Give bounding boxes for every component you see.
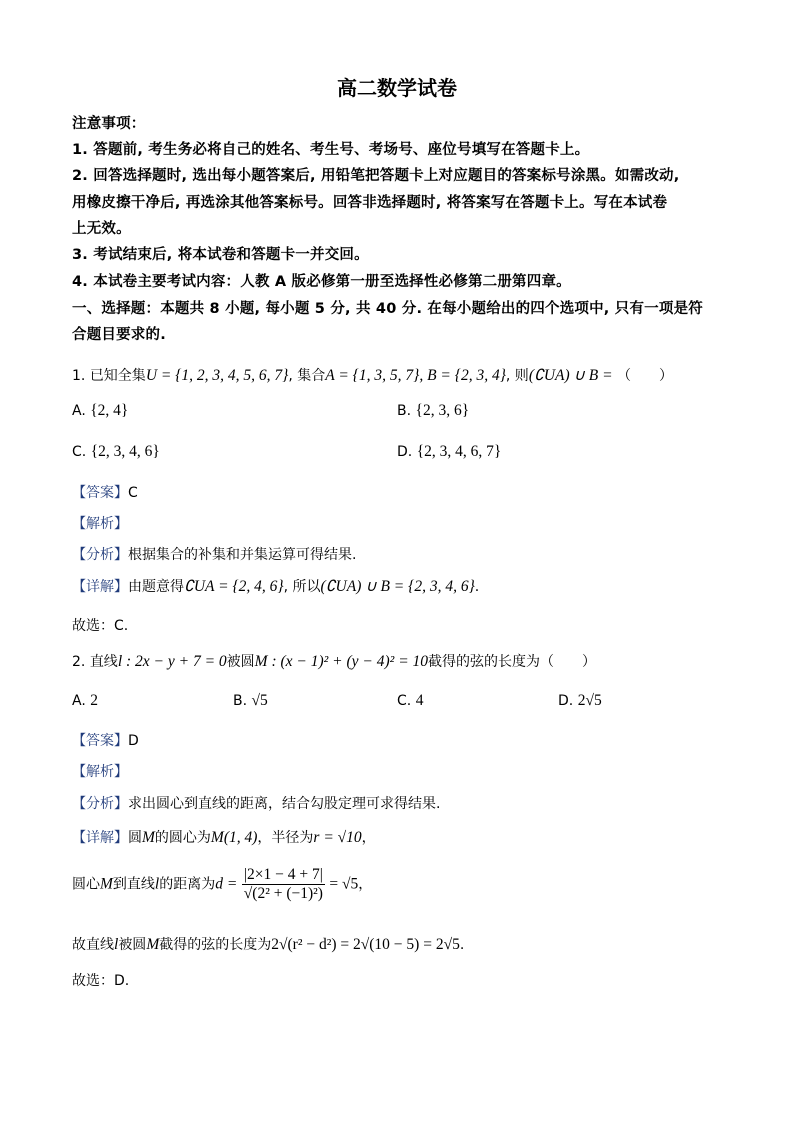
q1-option-d — [397, 443, 501, 461]
option-value: {2, 4} — [90, 402, 129, 419]
option-label: D. — [397, 444, 413, 460]
stem-text: , 集合 — [288, 368, 326, 384]
section-heading-b: 合题目要求的. — [72, 327, 166, 343]
set-b: , B = {2, 3, 4} — [419, 367, 506, 384]
q1-detail: 【详解】由题意得∁UA = {2, 4, 6}, 所以(∁UA) ∪ B = {2, 3, 4, 6}. — [72, 578, 480, 595]
distance-fraction — [242, 866, 325, 903]
option-value: 4 — [415, 692, 424, 709]
union-expr: (∁UA) ∪ B = {2, 3, 4, 6} — [320, 578, 475, 595]
option-value: 2 — [90, 692, 98, 709]
fraction-numerator: |2×1 − 4 + 7| — [242, 866, 325, 885]
chord-expression: 2√(r² − d²) = 2√(10 − 5) = 2√5 — [271, 936, 460, 953]
option-label: B. — [397, 403, 412, 419]
answer-parens: （ ） — [617, 368, 674, 384]
q2-distance: 圆心M到直线l的距离为d = $\frac{|2\times 1 - 4 + 7|}{\text{√(2² + (−1)²)}}$ = √5， — [72, 866, 373, 902]
q2-answer — [72, 730, 139, 750]
option-label: C. — [72, 444, 87, 460]
q1-analysis-label: 【解析】 — [72, 516, 128, 532]
answer-label: 【答案】 — [72, 485, 128, 501]
option-label: A. — [72, 693, 86, 709]
q1-choose: 故选：C. — [72, 618, 129, 634]
q2-option-c — [397, 692, 423, 710]
q2-fenxi — [72, 793, 440, 813]
fenxi-label: 【分析】 — [72, 547, 128, 563]
option-value: √5 — [251, 692, 268, 709]
option-label: B. — [233, 693, 248, 709]
notice-line-3: 3. 考试结束后, 将本试卷和答题卡一并交回。 — [72, 247, 369, 263]
notice-line-1: 1. 答题前, 考生务必将自己的姓名、考生号、考场号、座位号填写在答题卡上。 — [72, 142, 590, 158]
q2-option-a — [72, 692, 98, 710]
expression: (∁UA) ∪ B = — [528, 367, 613, 384]
fraction-denominator: √(2² + (−1)²) — [243, 885, 323, 902]
circle-center: M(1, 4) — [210, 829, 258, 846]
page-title: 高二数学试卷 — [337, 76, 457, 100]
q2-option-d — [558, 692, 602, 710]
q1-option-c — [72, 443, 160, 461]
line-equation: l : 2x − y + 7 = 0 — [117, 653, 227, 670]
q1-option-b — [397, 402, 469, 420]
q2-chord: 故直线l被圆M截得的弦的长度为2√(r² − d²) = 2√(10 − 5) = 2√5. — [72, 936, 465, 953]
question-number: 2. — [72, 654, 86, 670]
option-label: A. — [72, 403, 86, 419]
q2-option-b — [233, 692, 268, 710]
question-2-stem: 2. 直线l : 2x − y + 7 = 0被圆M : (x − 1)² + (y − 4)² = 10截得的弦的长度为（ ） — [72, 653, 597, 670]
radius: r = √10 — [313, 829, 362, 846]
section-heading-a: 一、选择题：本题共 8 小题, 每小题 5 分, 共 40 分. 在每小题给出的四个选项中, 只有一项是符 — [72, 301, 703, 317]
q1-answer — [72, 482, 138, 502]
fenxi-text: 求出圆心到直线的距离，结合勾股定理可求得结果. — [128, 796, 441, 812]
stem-text: 已知全集 — [89, 368, 146, 384]
question-number: 1. — [72, 368, 86, 384]
detail-label: 【详解】 — [72, 830, 128, 846]
universal-set: U = {1, 2, 3, 4, 5, 6, 7} — [145, 367, 289, 384]
option-value: {2, 3, 4, 6} — [90, 443, 160, 460]
q1-fenxi — [72, 544, 356, 564]
notice-heading: 注意事项： — [72, 116, 146, 132]
circle-equation: M : (x − 1)² + (y − 4)² = 10 — [254, 653, 429, 670]
stem-text: , 则 — [505, 368, 529, 384]
q2-choose: 故选：D. — [72, 973, 130, 989]
q2-analysis-label: 【解析】 — [72, 764, 128, 780]
notice-line-2a: 2. 回答选择题时, 选出每小题答案后, 用铅笔把答题卡上对应题目的答案标号涂黑。如需改动, — [72, 168, 680, 184]
option-value: {2, 3, 6} — [415, 402, 470, 419]
notice-line-2c: 上无效。 — [72, 221, 131, 237]
answer-value: C — [128, 485, 138, 501]
detail-label: 【详解】 — [72, 579, 128, 595]
complement-expr: ∁UA = {2, 4, 6} — [184, 578, 284, 595]
notice-line-4: 4. 本试卷主要考试内容：人教 A 版必修第一册至选择性必修第二册第四章。 — [72, 274, 571, 290]
fenxi-label: 【分析】 — [72, 796, 128, 812]
q1-option-a — [72, 402, 128, 420]
q2-detail: 【详解】圆M的圆心为M(1, 4)，半径为r = √10， — [72, 829, 376, 846]
option-label: D. — [558, 693, 574, 709]
notice-line-2b: 用橡皮擦干净后, 再选涂其他答案标号。回答非选择题时, 将答案写在答题卡上。写在本试卷 — [72, 195, 668, 211]
option-label: C. — [397, 693, 412, 709]
set-a: A = {1, 3, 5, 7} — [325, 367, 420, 384]
option-value: 2√5 — [577, 692, 602, 709]
option-value: {2, 3, 4, 6, 7} — [416, 443, 502, 460]
answer-label: 【答案】 — [72, 733, 128, 749]
question-1-stem — [72, 365, 673, 385]
fenxi-text: 根据集合的补集和并集运算可得结果. — [128, 547, 357, 563]
answer-value: D — [128, 733, 139, 749]
